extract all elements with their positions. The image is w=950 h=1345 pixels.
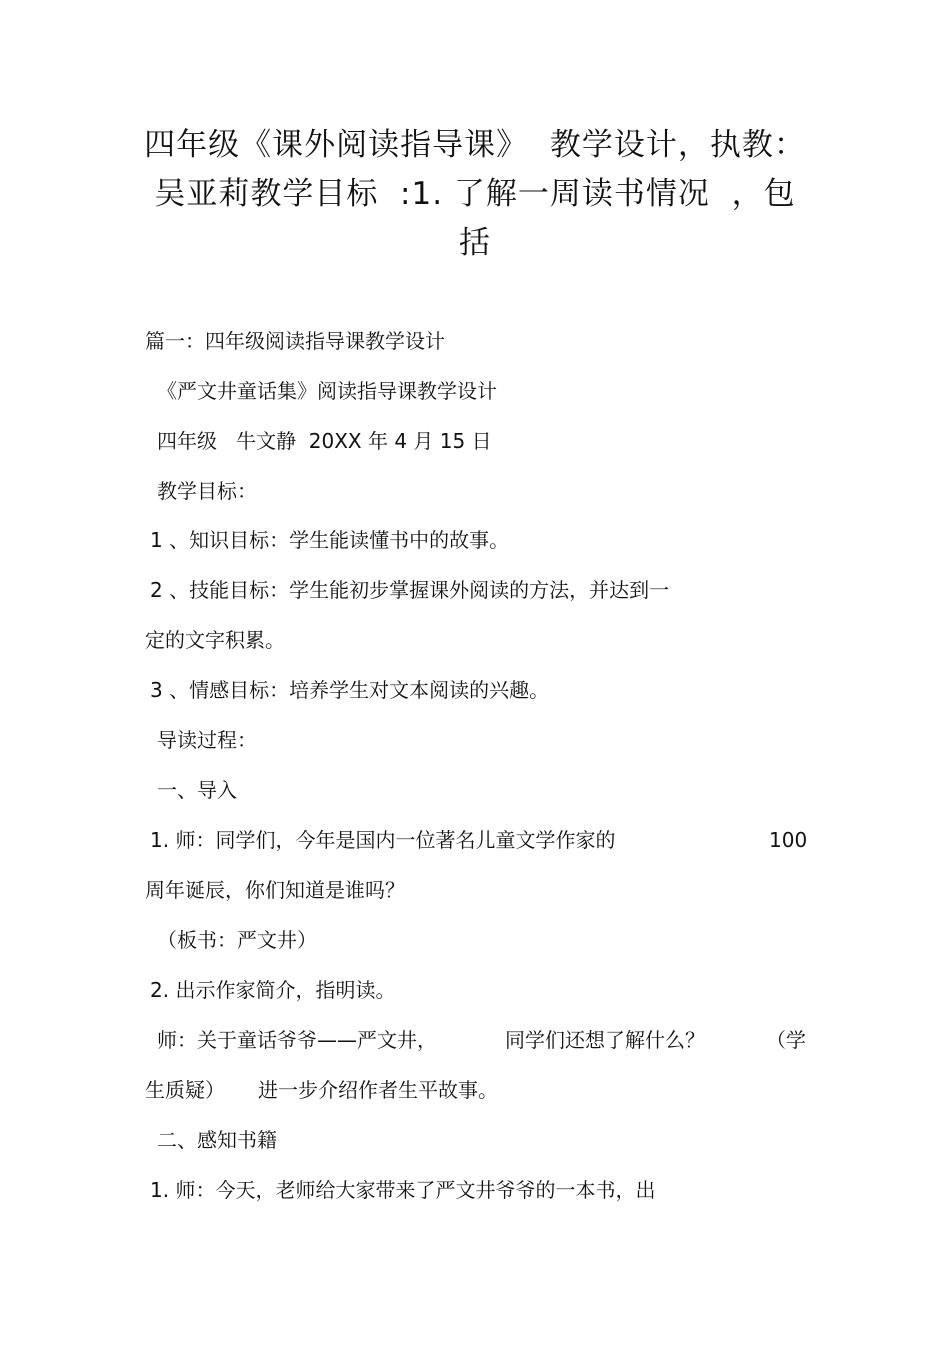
objective-skill: 2 、技能目标：学生能初步掌握课外阅读的方法，并达到一 <box>150 578 670 602</box>
step-perceive-1: 1. 师：今天，老师给大家带来了严文井爷爷的一本书，出 <box>150 1178 656 1202</box>
step-perceive-heading: 二、感知书籍 <box>157 1128 277 1152</box>
author-story: 进一步介绍作者生平故事。 <box>258 1078 498 1102</box>
step-intro-1: 1. 师：同学们，今年是国内一位著名儿童文学作家的 <box>150 828 616 852</box>
teacher-question-c: （学 <box>766 1028 806 1052</box>
objective-emotion: 3 、情感目标：培养学生对文本阅读的兴趣。 <box>150 678 550 702</box>
process-heading: 导读过程： <box>157 728 257 752</box>
title-line-1: 四年级《课外阅读指导课》 教学设计，执教： <box>144 127 806 163</box>
teacher-question-b: 同学们还想了解什么？ <box>505 1028 705 1052</box>
objective-skill-cont: 定的文字积累。 <box>145 628 285 652</box>
step-intro-1-number: 100 <box>769 828 808 852</box>
teacher-question-a: 师：关于童话爷爷——严文井， <box>157 1028 437 1052</box>
lesson-title: 《严文井童话集》阅读指导课教学设计 <box>157 379 497 403</box>
objectives-heading: 教学目标： <box>157 479 257 503</box>
objective-knowledge: 1 、知识目标：学生能读懂书中的故事。 <box>150 528 510 552</box>
blackboard-note: （板书：严文井） <box>157 928 317 952</box>
title-line-3: 括 <box>459 225 491 261</box>
section-heading: 篇一：四年级阅读指导课教学设计 <box>145 329 445 353</box>
lesson-meta: 四年级 牛文静 20XX 年 4 月 15 日 <box>157 429 492 453</box>
step-intro-heading: 一、导入 <box>157 778 237 802</box>
step-intro-1-cont: 周年诞辰，你们知道是谁吗？ <box>145 878 405 902</box>
title-line-2: 吴亚莉教学目标 :1. 了解一周读书情况 ，包 <box>154 176 796 212</box>
student-question: 生质疑） <box>145 1078 225 1102</box>
step-intro-2: 2. 出示作家简介，指明读。 <box>150 978 396 1002</box>
